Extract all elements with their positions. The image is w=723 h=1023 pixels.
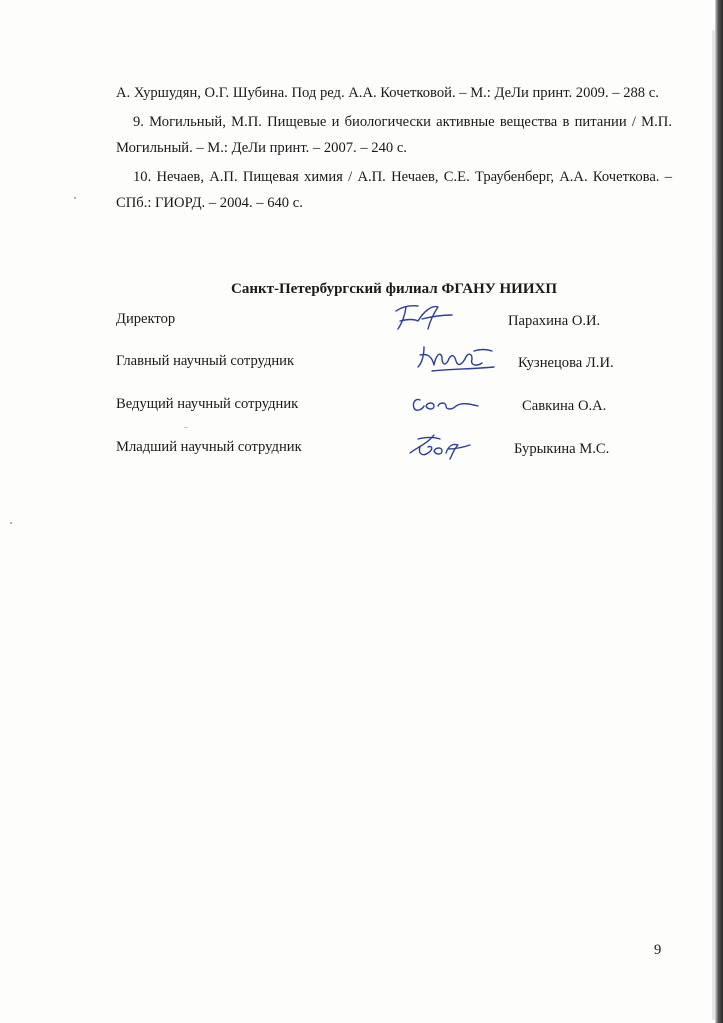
scan-speck (74, 197, 76, 199)
signatory-row-chief-researcher (116, 353, 672, 393)
reference-item-9: 9. Могильный, М.П. Пищевые и биологически активные вещества в питании / М.П. Могильный. – М.: ДеЛи принт. – 2007. – 240 с. (116, 114, 672, 156)
signatory-row-director (116, 311, 672, 351)
reference-item-10: 10. Нечаев, А.П. Пищевая химия / А.П. Нечаев, С.Е. Траубенберг, А.А. Кочеткова. – СПб.: ГИОРД. – 2004. – 640 с. (116, 169, 672, 211)
signatory-name: Бурыкина М.С. (514, 441, 610, 457)
page-number: 9 (654, 942, 662, 958)
scan-edge (715, 0, 723, 1023)
signature-leading-researcher (406, 384, 496, 418)
signatory-row-leading-researcher (116, 396, 672, 436)
signatory-name: Парахина О.И. (508, 313, 601, 329)
signatory-name: Савкина О.А. (522, 398, 607, 414)
reference-list (116, 80, 672, 219)
signature-junior-researcher (404, 427, 494, 461)
signatory-name: Кузнецова Л.И. (518, 355, 614, 371)
reference-item-8-continued: А. Хуршудян, О.Г. Шубина. Под ред. А.А. Кочетковой. – М.: ДеЛи принт. 2009. – 288 с. (116, 85, 659, 101)
scan-speck (184, 427, 188, 428)
signatory-role: Ведущий научный сотрудник (116, 396, 299, 412)
scan-speck (10, 522, 12, 524)
signatory-role: Главный научный сотрудник (116, 353, 295, 369)
signatory-role: Младший научный сотрудник (116, 439, 302, 455)
signature-chief-researcher (412, 341, 502, 375)
organization-title: Санкт-Петербургский филиал ФГАНУ НИИХП (230, 281, 558, 297)
signatory-role: Директор (116, 311, 176, 327)
signature-director (388, 299, 478, 333)
signatory-row-junior-researcher (116, 439, 672, 479)
